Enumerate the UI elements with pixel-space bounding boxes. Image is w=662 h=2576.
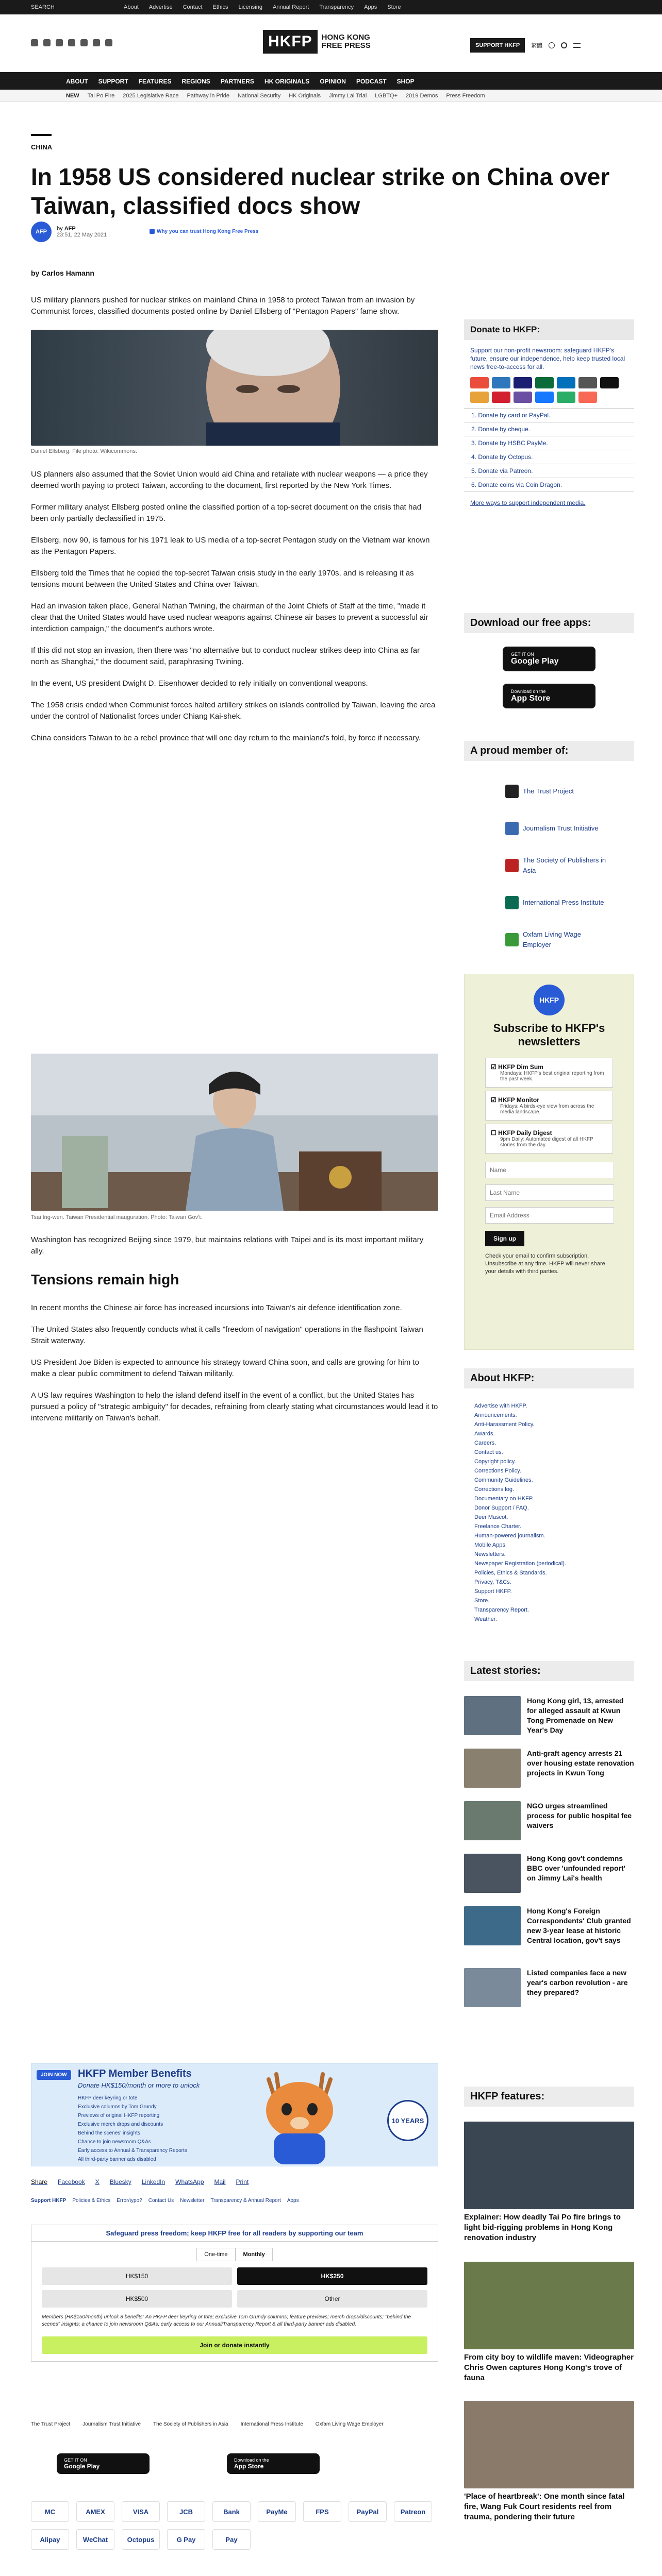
nav-podcast[interactable]: PODCAST <box>356 78 387 85</box>
trending-new-label: NEW <box>66 93 79 99</box>
member-logo[interactable]: Journalism Trust Initiative <box>82 2421 141 2427</box>
about-link[interactable]: Anti-Harassment Policy. <box>474 1421 535 1428</box>
newsletter-title: Subscribe to HKFP's newsletters <box>493 1022 605 1048</box>
payme-icon: PayMe <box>258 2501 296 2522</box>
newsletter-box <box>464 974 634 1350</box>
amount-option[interactable]: HK$500 <box>42 2290 232 2308</box>
member-name: The Trust Project <box>523 787 574 795</box>
badge-small-text: Download on the <box>511 689 546 694</box>
member-name: The Society of Publishers in Asia <box>523 856 606 874</box>
share-bluesky[interactable]: Bluesky <box>109 2178 131 2185</box>
sidebar-members-title: A proud member of: <box>464 741 634 761</box>
nav-about[interactable]: ABOUT <box>66 78 88 85</box>
trending-item[interactable]: Pathway in Pride <box>187 93 230 99</box>
feature-image[interactable] <box>464 2401 634 2488</box>
paragraph: The United States also frequently conducts what it calls "freedom of navigation" operations in the flashpoint Taiwan Strait waterway. <box>31 1325 423 1345</box>
footer-link[interactable]: Policies & Ethics <box>72 2198 111 2204</box>
amex-icon: AMEX <box>76 2501 114 2522</box>
donate-intro[interactable]: Support our non-profit newsroom: safeguard HKFP's future, ensure our independence, help keep trusted local news free-to-access for all. <box>470 347 625 370</box>
sopa-icon <box>505 859 519 872</box>
sidebar-donate <box>464 319 634 514</box>
about-link[interactable]: Corrections log. <box>474 1486 515 1493</box>
sidebar-app-badges <box>503 647 595 708</box>
paragraph: Had an invasion taken place, General Nathan Twining, the chairman of the Joint Chiefs of Staff at the time, "made it clear that the United States would have used nuclear weapons against Chinese air bases to prevent a successful air interdiction campaign," the document's authors wrote. <box>31 602 428 633</box>
badge-text: App Store <box>234 2463 264 2470</box>
photo-caption: Daniel Ellsberg. File photo: Wikicommons. <box>31 448 138 454</box>
feature-title[interactable]: From city boy to wildlife maven: Videographer Chris Owen captures Hong Kong's trove of fauna <box>464 2353 634 2382</box>
donate-option[interactable]: 4. Donate by Octopus. <box>464 450 634 464</box>
social-icons <box>31 39 112 46</box>
jcb-icon: JCB <box>167 2501 205 2522</box>
checkbox-icon[interactable]: ☐ <box>491 1129 496 1137</box>
member-logo[interactable]: The Trust Project <box>31 2421 71 2427</box>
member-benefits-banner[interactable] <box>31 2063 438 2166</box>
benefit-item: Chance to join newsroom Q&As <box>78 2139 151 2145</box>
trending-item[interactable]: 2019 Demos <box>406 93 438 99</box>
newsletter-option[interactable] <box>485 1124 613 1154</box>
alipay-icon: Alipay <box>31 2529 69 2550</box>
member-name: International Press Institute <box>523 899 604 906</box>
byline-author[interactable]: AFP <box>64 226 76 232</box>
trending-item[interactable]: Jimmy Lai Trial <box>328 93 367 99</box>
footer-link[interactable]: Support HKFP <box>31 2198 67 2204</box>
join-now-badge[interactable]: JOIN NOW <box>37 2070 71 2080</box>
trust-text: Why you can trust Hong Kong Free Press <box>157 229 259 234</box>
about-link[interactable]: Weather. <box>474 1616 497 1622</box>
story-thumbnail[interactable] <box>464 1906 521 1945</box>
benefit-item: Previews of original HKFP reporting <box>78 2113 160 2119</box>
share-facebook[interactable]: Facebook <box>58 2178 85 2185</box>
story-thumbnail[interactable] <box>464 1749 521 1788</box>
story-title[interactable]: Hong Kong girl, 13, arrested for alleged assault at Kwun Tong Promenade on New Year's Day <box>527 1697 624 1734</box>
top-link-annual-report[interactable]: Annual Report <box>272 4 309 10</box>
email-input[interactable] <box>485 1207 614 1224</box>
newsletter-option[interactable] <box>485 1091 613 1121</box>
member-logo[interactable]: Oxfam Living Wage Employer <box>315 2421 384 2427</box>
trending-item[interactable]: HK Originals <box>289 93 321 99</box>
article-category[interactable]: CHINA <box>31 143 53 151</box>
about-link[interactable]: Announcements. <box>474 1412 517 1418</box>
newsletter-logo: HKFP <box>534 985 565 1015</box>
paragraph: If this did not stop an invasion, then there was "no alternative but to conduct nuclear strikes deep into China as far north as Shanghai," the document said, paraphrasing Twining. <box>31 646 420 666</box>
story-thumbnail[interactable] <box>464 1801 521 1840</box>
about-link[interactable]: Store. <box>474 1598 490 1604</box>
donate-option[interactable]: 3. Donate by HSBC PayMe. <box>464 436 634 450</box>
name-input[interactable] <box>485 1162 614 1178</box>
latest-story[interactable] <box>464 1696 634 1735</box>
share-label: Share <box>31 2178 48 2185</box>
feature-story[interactable] <box>464 2122 634 2243</box>
applepay-icon <box>600 377 619 388</box>
story-title[interactable]: Anti-graft agency arrests 21 over housing estate renovation projects in Kwun Tong <box>527 1749 634 1777</box>
google-play-badge[interactable] <box>57 2453 150 2474</box>
story-thumbnail[interactable] <box>464 1696 521 1735</box>
article-title: In 1958 US considered nuclear strike on China over Taiwan, classified docs show <box>31 163 610 219</box>
paragraph: China considers Taiwan to be a rebel province that will one day return to the mainland's fold, by force if necessary. <box>31 734 421 742</box>
article-body-1 <box>31 469 438 754</box>
feature-image[interactable] <box>464 2262 634 2349</box>
donate-option[interactable]: 2. Donate by cheque. <box>464 422 634 436</box>
share-mail[interactable]: Mail <box>214 2178 226 2185</box>
membership-logos <box>31 2421 438 2427</box>
about-link[interactable]: Copyright policy. <box>474 1459 516 1465</box>
benefit-item: Early access to Annual & Transparency Reports <box>78 2148 187 2154</box>
about-link[interactable]: Mobile Apps. <box>474 1542 507 1548</box>
rss-icon[interactable] <box>105 39 112 46</box>
donate-option[interactable]: 1. Donate by card or PayPal. <box>464 409 634 422</box>
facebook-icon[interactable] <box>43 39 51 46</box>
site-header <box>0 14 662 72</box>
signup-button[interactable]: Sign up <box>485 1231 524 1246</box>
newsletter-note: Check your email to confirm subscription. Unsubscribe at any time. HKFP will never share your details with third parties. <box>485 1253 605 1275</box>
mastercard-icon: MC <box>31 2501 69 2522</box>
x-icon[interactable] <box>31 39 38 46</box>
telegram-icon[interactable] <box>80 39 88 46</box>
trust-link[interactable] <box>150 229 258 234</box>
member-logo[interactable]: The Society of Publishers in Asia <box>153 2421 228 2427</box>
donate-option[interactable]: 5. Donate via Patreon. <box>464 464 634 478</box>
top-link-apps[interactable]: Apps <box>364 4 377 10</box>
top-link-ethics[interactable]: Ethics <box>212 4 228 10</box>
account-icon[interactable] <box>549 42 555 48</box>
feature-story[interactable] <box>464 2401 634 2522</box>
patreon-icon <box>578 392 597 403</box>
patreon-icon: Patreon <box>394 2501 432 2522</box>
members-text: Members (HK$150/month) unlock 8 benefits: An HKFP deer keyring or tote; exclusive Tom Grundy columns; feature previews; merch drops/discounts; "behind the scenes" insights; a chance to join newsroom Q&As; early access to our Annual/Transparency Report & all third-party banner ads disabled. <box>42 2314 411 2327</box>
story-title[interactable]: Hong Kong's Foreign Correspondents' Club granted new 3-year lease at historic Central location, gov't says <box>527 1907 631 1944</box>
about-link[interactable]: Advertise with HKFP. <box>474 1403 527 1409</box>
jcb-icon <box>535 377 554 388</box>
amount-option-selected[interactable]: HK$250 <box>237 2267 427 2285</box>
trending-item[interactable]: National Security <box>238 93 281 99</box>
nav-support[interactable]: SUPPORT <box>98 78 128 85</box>
share-linkedin[interactable]: LinkedIn <box>141 2178 166 2185</box>
about-link[interactable]: Support HKFP. <box>474 1588 512 1595</box>
story-thumbnail[interactable] <box>464 1854 521 1893</box>
instagram-icon[interactable] <box>56 39 63 46</box>
google-play-badge[interactable] <box>503 647 595 671</box>
menu-icon[interactable] <box>573 43 581 48</box>
paypal-icon <box>557 377 575 388</box>
paypal-icon: PayPal <box>349 2501 387 2522</box>
about-link[interactable]: Donor Support / FAQ. <box>474 1505 529 1511</box>
badge-small-text: Download on the <box>234 2458 269 2463</box>
join-donate-button[interactable]: Join or donate instantly <box>42 2336 427 2354</box>
byline <box>31 222 107 242</box>
share-bar <box>31 2178 249 2185</box>
oxfam-icon <box>505 933 519 946</box>
about-link[interactable]: Contact us. <box>474 1449 503 1455</box>
sidebar-payment-icons <box>464 377 634 408</box>
payment-methods <box>31 2501 438 2550</box>
paragraph: US military planners pushed for nuclear strikes on mainland China in 1958 to protect Taiwan from an invasion by Communist forces, classified documents posted online by Daniel Ellsberg of "Pentagon Papers" fame show. <box>31 296 415 316</box>
last-name-input[interactable] <box>485 1184 614 1201</box>
trending-item[interactable]: Tai Po Fire <box>87 93 115 99</box>
main-nav <box>0 72 662 90</box>
about-link[interactable]: Newspaper Registration (periodical). <box>474 1561 566 1567</box>
benefit-item: Exclusive columns by Tom Grundy <box>78 2104 157 2110</box>
paragraph: Washington has recognized Beijing since 1979, but maintains relations with Taipei and is its most important military ally. <box>31 1235 424 1256</box>
about-link[interactable]: Corrections Policy. <box>474 1468 521 1474</box>
story-title[interactable]: NGO urges streamlined process for public hospital fee waivers <box>527 1802 632 1829</box>
wechat-icon <box>557 392 575 403</box>
monthly-option[interactable]: Monthly <box>236 2248 273 2261</box>
logo-box: HKFP <box>263 30 318 54</box>
banner-title: HKFP Member Benefits <box>78 2068 192 2079</box>
support-button[interactable]: SUPPORT HKFP <box>470 38 525 53</box>
badge-text: App Store <box>511 694 551 703</box>
photo-ellsberg-image <box>31 330 438 446</box>
linkedin-icon[interactable] <box>93 39 100 46</box>
about-link[interactable]: Careers. <box>474 1440 496 1446</box>
paragraph: The 1958 crisis ended when Communist forces halted artillery strikes on islands controlled by Taiwan, leaving the area under the control of Nationalist forces under Chiang Kai-shek. <box>31 701 436 721</box>
youtube-icon[interactable] <box>68 39 75 46</box>
member-logo[interactable] <box>505 773 608 810</box>
more-ways-link[interactable]: More ways to support independent media. <box>470 499 586 506</box>
story-title[interactable]: Listed companies face a new year's carbon revolution - are they prepared? <box>527 1969 628 1996</box>
byline-by: by <box>57 226 63 232</box>
benefit-item: All third-party banner ads disabled <box>78 2157 156 2162</box>
story-title[interactable]: Hong Kong gov't condemns BBC over 'unfounded report' on Jimmy Lai's health <box>527 1854 625 1882</box>
paragraph: Ellsberg, now 90, is famous for his 1971 leak to US media of a top-secret Pentagon study on the Vietnam war known as the Pentagon Papers. <box>31 536 430 556</box>
paragraph: In the event, US president Dwight D. Eisenhower decided to rely initially on conventional weapons. <box>31 679 368 688</box>
alipay-icon <box>535 392 554 403</box>
article-header <box>31 134 610 220</box>
newsletter-option[interactable] <box>485 1058 613 1088</box>
latest-story[interactable] <box>464 1749 634 1788</box>
frequency-toggle <box>31 2248 438 2261</box>
footer-link[interactable]: Contact Us <box>148 2198 174 2204</box>
article-body-2 <box>31 1302 438 1434</box>
top-link-transparency[interactable]: Transparency <box>319 4 354 10</box>
nav-regions[interactable]: REGIONS <box>181 78 210 85</box>
donate-panel <box>31 2225 438 2362</box>
sidebar-latest-title: Latest stories: <box>464 1661 634 1681</box>
feature-title[interactable]: Explainer: How deadly Tai Po fire brings to light bid-rigging problems in Hong Kong renovation industry <box>464 2213 621 2242</box>
language-switch[interactable]: 繁體 <box>531 43 543 49</box>
deer-mascot-icon <box>238 2069 361 2164</box>
sidebar-about-title: About HKFP: <box>464 1368 634 1388</box>
gpay-icon: G Pay <box>167 2529 205 2550</box>
nav-opinion[interactable]: OPINION <box>320 78 346 85</box>
photo-tsai-image <box>31 1054 438 1211</box>
trending-bar <box>0 90 662 102</box>
one-time-option[interactable]: One-time <box>196 2248 235 2261</box>
ipi-icon <box>505 896 519 909</box>
nav-features[interactable]: FEATURES <box>138 78 172 85</box>
article-photo-ellsberg <box>31 330 438 446</box>
share-x[interactable]: X <box>95 2178 100 2185</box>
article-footer-links <box>31 2198 299 2204</box>
banner-subtitle: Donate HK$150/month or more to unlock <box>78 2081 200 2089</box>
sidebar-member-logos <box>505 773 608 958</box>
checkbox-checked-icon[interactable]: ☑ <box>491 1063 496 1071</box>
member-logo[interactable] <box>505 884 608 921</box>
logo-line2: FREE PRESS <box>321 41 371 50</box>
fps-icon: FPS <box>303 2501 341 2522</box>
latest-story[interactable] <box>464 1906 634 1945</box>
footer-link[interactable]: Apps <box>287 2198 299 2204</box>
member-name: Journalism Trust Initiative <box>523 824 599 832</box>
subheading: Tensions remain high <box>31 1272 179 1287</box>
latest-story[interactable] <box>464 1854 634 1893</box>
top-link-about[interactable]: About <box>124 4 139 10</box>
badge-small-text: GET IT ON <box>64 2458 87 2463</box>
app-store-badge[interactable] <box>503 684 595 708</box>
site-logo[interactable] <box>263 30 371 54</box>
footer-link[interactable]: Error/typo? <box>117 2198 142 2204</box>
mastercard-icon <box>470 377 489 388</box>
member-name: Oxfam Living Wage Employer <box>523 930 581 948</box>
amount-option[interactable]: Other <box>237 2290 427 2308</box>
top-link-store[interactable]: Store <box>387 4 401 10</box>
sidebar-donate-title: Donate to HKFP: <box>464 319 634 340</box>
fps-icon <box>514 392 532 403</box>
paragraph: Former military analyst Ellsberg posted online the classified portion of a top-secret document on the crisis that had been only partially declassified in 1975. <box>31 503 422 523</box>
top-link-advertise[interactable]: Advertise <box>148 4 173 10</box>
badge-small-text: GET IT ON <box>511 652 534 657</box>
gpay-icon <box>578 377 597 388</box>
paragraph: In recent months the Chinese air force has increased incursions into Taiwan's air defence identification zone. <box>31 1303 402 1312</box>
paragraph: A US law requires Washington to help the island defend itself in the event of a conflict, but the United States has pursued a policy of "strategic ambiguity" for decades, refraining from clearly stating what circumstances would lead it to intervene militarily on Taiwan's behalf. <box>31 1391 438 1422</box>
search-icon[interactable] <box>561 42 567 48</box>
newsletter-desc: Fridays: A birds-eye view from across the media landscape. <box>500 1104 594 1115</box>
newsletter-desc: Mondays: HKFP's best original reporting from the past week. <box>500 1071 604 1082</box>
checkbox-checked-icon[interactable]: ☑ <box>491 1096 496 1104</box>
search-link[interactable]: SEARCH <box>31 4 55 10</box>
kicker-bar <box>31 134 52 136</box>
payme-icon <box>492 392 510 403</box>
app-badges <box>57 2453 320 2474</box>
sidebar-apps-title: Download our free apps: <box>464 613 634 633</box>
member-logo[interactable] <box>505 810 608 847</box>
octopus-icon <box>470 392 489 403</box>
author-avatar[interactable]: AFP <box>31 222 52 242</box>
paragraph: US planners also assumed that the Soviet Union would aid China and retaliate with nuclear weapons — a price they deemed worth paying to protect Taiwan, according to the document, first reported by the New York Times. <box>31 470 428 490</box>
benefit-item: HKFP deer keyring or tote <box>78 2095 138 2101</box>
trust-icon <box>150 229 155 234</box>
member-logo[interactable] <box>505 847 608 884</box>
about-link[interactable]: Privacy, T&Cs. <box>474 1579 511 1585</box>
newsletter-desc: 9pm Daily: Automated digest of all HKFP stories from the day. <box>500 1137 593 1148</box>
top-link-licensing[interactable]: Licensing <box>238 4 262 10</box>
photo-caption: Tsai Ing-wen. Taiwan Presidential inauguration. Photo: Taiwan Gov't. <box>31 1214 203 1221</box>
about-link[interactable]: Awards. <box>474 1431 495 1437</box>
amount-options <box>31 2267 438 2308</box>
feature-title[interactable]: 'Place of heartbreak': One month since fatal fire, Wang Fuk Court residents reel from trauma, pondering their future <box>464 2492 625 2521</box>
amount-option[interactable]: HK$150 <box>42 2267 232 2285</box>
latest-story[interactable] <box>464 1801 634 1840</box>
byline-date: 23:51, 22 May 2021 <box>57 232 107 238</box>
nav-shop[interactable]: SHOP <box>396 78 415 85</box>
about-link[interactable]: Policies, Ethics & Standards. <box>474 1570 547 1576</box>
amex-icon <box>492 377 510 388</box>
donate-panel-title: Safeguard press freedom; keep HKFP free for all readers by supporting our team <box>31 2225 438 2242</box>
footer-link[interactable]: Newsletter <box>180 2198 205 2204</box>
footer-link[interactable]: Transparency & Annual Report <box>210 2198 281 2204</box>
app-store-badge[interactable] <box>227 2453 320 2474</box>
badge-text: Google Play <box>64 2463 100 2470</box>
visa-icon <box>514 377 532 388</box>
sidebar-features-title: HKFP features: <box>464 2087 634 2107</box>
logo-line1: HONG KONG <box>321 33 370 42</box>
newsletter-name: HKFP Daily Digest <box>498 1129 552 1137</box>
feature-image[interactable] <box>464 2122 634 2209</box>
ten-years-badge: 10 YEARS <box>387 2100 428 2141</box>
about-link[interactable]: Transparency Report. <box>474 1607 529 1613</box>
about-link[interactable]: Human-powered journalism. <box>474 1533 545 1539</box>
about-links <box>474 1401 629 1624</box>
about-link[interactable]: Newsletters. <box>474 1551 506 1557</box>
bank-icon: Bank <box>212 2501 251 2522</box>
octopus-icon: Octopus <box>122 2529 160 2550</box>
about-link[interactable]: Community Guidelines. <box>474 1477 533 1483</box>
latest-story[interactable] <box>464 1968 634 2007</box>
trending-item[interactable]: 2025 Legislative Race <box>123 93 179 99</box>
trust-project-icon <box>505 785 519 798</box>
about-link[interactable]: Documentary on HKFP. <box>474 1496 534 1502</box>
newsletter-name: HKFP Dim Sum <box>498 1063 543 1071</box>
jti-icon <box>505 822 519 835</box>
wechat-icon: WeChat <box>76 2529 114 2550</box>
nav-partners[interactable]: PARTNERS <box>220 78 254 85</box>
feature-story[interactable] <box>464 2262 634 2383</box>
donate-option[interactable]: 6. Donate coins via Coin Dragon. <box>464 478 634 492</box>
nav-hk-originals[interactable]: HK ORIGINALS <box>264 78 310 85</box>
article-photo-tsai <box>31 1054 438 1211</box>
paragraph: US President Joe Biden is expected to announce his strategy toward China soon, and calls are growing for him to make a clear public commitment to defend Taiwan militarily. <box>31 1358 419 1378</box>
paragraph: Ellsberg told the Times that he copied the top-secret Taiwan crisis study in the early 1970s, and is releasing it as tensions mount between the United States and China over Taiwan. <box>31 569 414 589</box>
top-link-contact[interactable]: Contact <box>183 4 203 10</box>
trending-item[interactable]: LGBTQ+ <box>375 93 398 99</box>
applepay-icon: Pay <box>212 2529 251 2550</box>
member-logo[interactable]: International Press Institute <box>240 2421 303 2427</box>
top-bar <box>0 0 662 14</box>
trending-item[interactable]: Press Freedom <box>446 93 485 99</box>
share-print[interactable]: Print <box>236 2178 249 2185</box>
badge-text: Google Play <box>511 657 559 666</box>
benefit-item: Exclusive merch drops and discounts <box>78 2122 163 2127</box>
benefit-item: Behind the scenes' insights <box>78 2130 140 2136</box>
story-thumbnail[interactable] <box>464 1968 521 2007</box>
author-line: by Carlos Hamann <box>31 269 94 277</box>
member-logo[interactable] <box>505 921 608 958</box>
visa-icon: VISA <box>122 2501 160 2522</box>
about-link[interactable]: Deer Mascot. <box>474 1514 508 1520</box>
newsletter-name: HKFP Monitor <box>498 1096 539 1104</box>
share-whatsapp[interactable]: WhatsApp <box>175 2178 204 2185</box>
about-link[interactable]: Freelance Charter. <box>474 1523 522 1530</box>
